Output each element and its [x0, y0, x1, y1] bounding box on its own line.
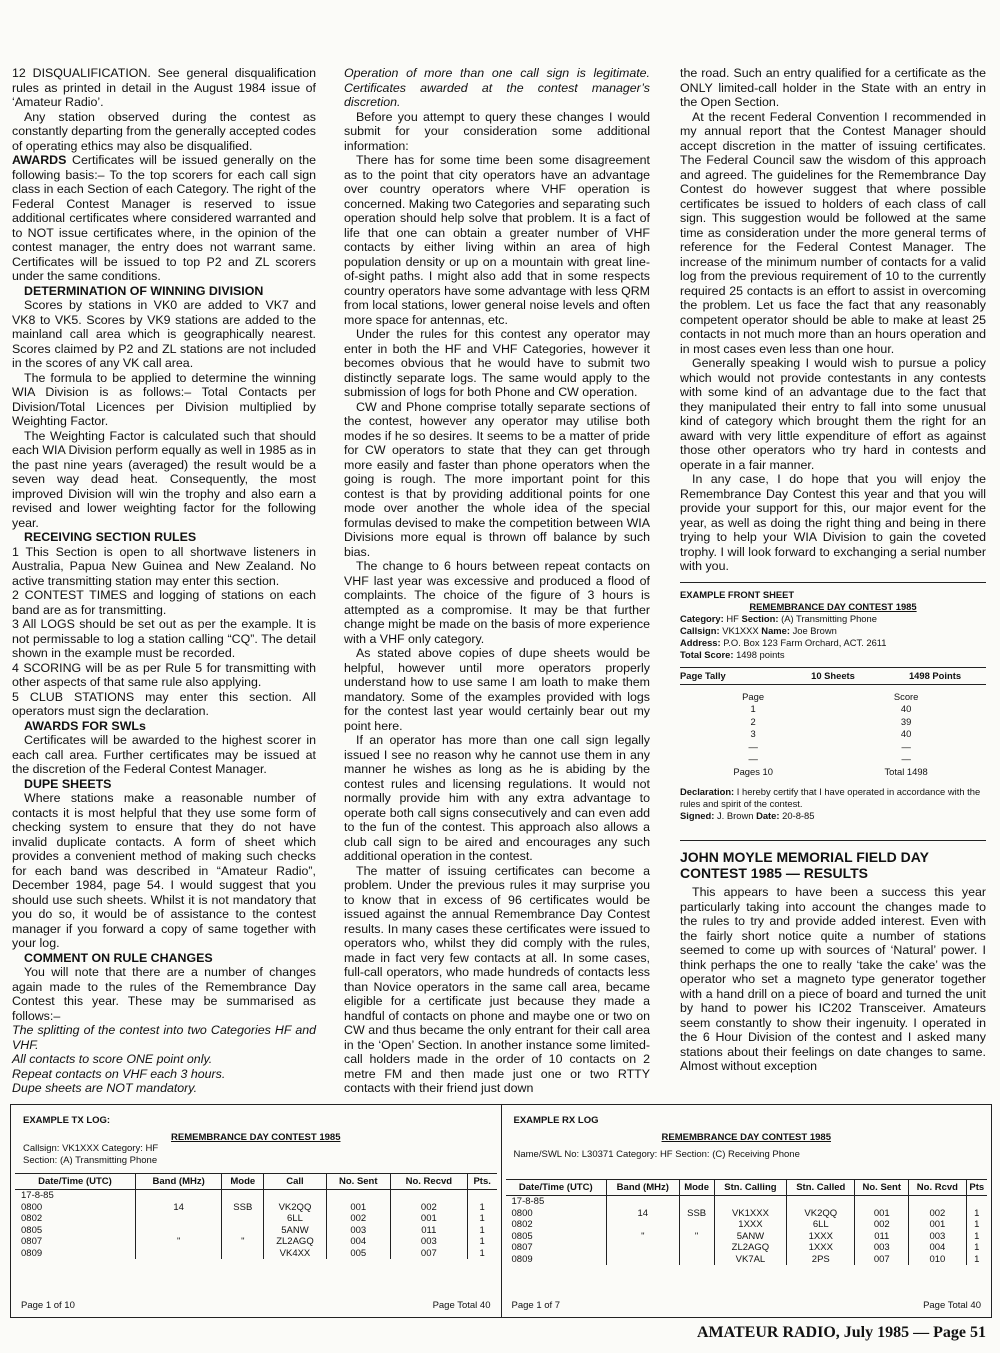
table-row: 0809 VK4XX 005 007 1 — [15, 1248, 497, 1260]
rx-page: Page 1 of 7 — [511, 1300, 561, 1311]
example-front-sheet — [680, 582, 986, 823]
log-column-header: Call — [264, 1174, 326, 1190]
col1-paragraph: Repeat contacts on VHF each 3 hours. — [12, 1066, 226, 1081]
col3-paragraph: Generally speaking I would wish to pursue a policy which would not provide contestants in any contests with some kind of an advantage due to the fact that they manipulated their entry to fall into some unusual kind of category which brought them the right for an award with very little expenditure of effort as against those other operators who try hard in contests and operate in a fair manner. — [680, 356, 986, 472]
john-moyle-body: This appears to have been a success this year particularly taking into account the changes made to the rules to try and provide added interest. Even with the fairly short notice quite a number of stations seemed to come up with sources of ‘Natural’ power. I think perhaps the one to really ‘take the cake’ was the operator who set a magneto type generator together with a hand drill on a piece of board and turned the unit by hand to power his IC202 Transceiver. Amateurs seem constantly to show their ingenuity. I operated in the 6 Hour Division of the contest and I asked many stations about their feelings on date changes to same. Almost without exception — [680, 885, 986, 1073]
col3-paragraph: the road. Such an entry qualified for a certificate as the ONLY limited-call holder in the State with an entry in the Open Section. — [680, 66, 986, 109]
tally-row: 2 39 — [750, 715, 912, 727]
example-logs — [10, 1104, 992, 1318]
page-tally-table — [680, 691, 986, 779]
john-moyle-heading: JOHN MOYLE MEMORIAL FIELD DAY CONTEST 1985 — RESULTS — [680, 840, 986, 881]
front-sheet-contest: REMEMBRANCE DAY CONTEST 1985 — [749, 600, 917, 612]
table-row: 0802 1XXX 6LL 002 001 1 — [506, 1219, 988, 1231]
tx-log-callsign: Callsign: VK1XXX Category: HF — [23, 1143, 159, 1154]
tally-header: Page Score — [742, 690, 919, 702]
rx-log — [501, 1105, 992, 1317]
col2-paragraph: Under the rules for this contest any operator may enter in both the HF and VHF Categories, however it becomes obvious that he would have to submit two distinctly separate logs. The same would apply to the submission of logs for both Phone and CW operation. — [344, 327, 650, 399]
col1-paragraph: 1 This Section is open to all shortwave listeners in Australia, Papua New Guinea and New Zealand. No active transmitting station may enter this section. — [12, 544, 316, 588]
rx-log-contest: REMEMBRANCE DAY CONTEST 1985 — [661, 1132, 831, 1143]
col2-paragraph: If an operator has more than one call sign legally issued I see no reason why he cannot use them in any manner he wishes as long as he is abiding by the contest rules and licensing regulations. It would not normally provide him with any extra advantage to operate both call signs consecutively and can even add to the fun of the contest. This approach also allows a club call sign to be aired and encourages any such additional operation in the contest. — [344, 733, 650, 863]
table-row: 0800 14 SSB VK1XXX VK2QQ 001 002 1 — [506, 1208, 988, 1220]
log-column-header: Stn. Calling — [714, 1180, 786, 1196]
table-row: 0807 " " ZL2AGQ 004 003 1 — [15, 1236, 497, 1248]
col1-paragraph: The splitting of the contest into two Categories HF and VHF. — [12, 1023, 316, 1052]
tally-row: — — — [748, 740, 911, 752]
column-2 — [344, 66, 650, 1096]
col2-paragraph: Operation of more than one call sign is legitimate. Certificates awarded at the contest manager’s discretion. — [344, 66, 650, 109]
table-row: 17-8-85 — [506, 1196, 988, 1208]
log-column-header: Pts. — [467, 1174, 496, 1190]
col2-paragraph: The change to 6 hours between repeat contacts on VHF last year was excessive and produced a flood of complaints. The choice of the figure of 3 hours is attempted as a compromise. It may be that further change might be made on the basis of more experience with a VHF only category. — [344, 559, 650, 646]
col1-paragraph: DUPE SHEETS — [24, 776, 112, 791]
table-row: 0800 14 SSB VK2QQ 001 002 1 — [15, 1202, 497, 1214]
tx-log-table — [15, 1173, 497, 1259]
log-column-header: No. Recvd — [390, 1174, 467, 1190]
col1-paragraph: RECEIVING SECTION RULES — [24, 530, 197, 544]
tx-page-total: Page Total 40 — [432, 1300, 491, 1311]
log-column-header: No. Sent — [326, 1174, 390, 1190]
log-column-header: Pts — [966, 1180, 987, 1196]
rx-log-title: EXAMPLE RX LOG — [513, 1115, 599, 1126]
rx-log-table — [506, 1179, 988, 1265]
col1-paragraph: All contacts to score ONE point only. — [12, 1052, 213, 1066]
col1-paragraph: 5 CLUB STATIONS may enter this section. All operators must sign the declaration. — [12, 689, 316, 718]
col1-paragraph: Certificates will be awarded to the highest scorer in each call area. Further certificates may be issued at the discretion of the Federal Contest Manager. — [12, 733, 316, 776]
col1-paragraph: Dupe sheets are NOT mandatory. — [12, 1081, 198, 1095]
front-sheet-score: Total Score: 1498 points — [680, 648, 785, 660]
log-column-header: Band (MHz) — [135, 1174, 221, 1190]
column-3-text — [680, 66, 986, 574]
table-row: 0805 " " 5ANW 1XXX 011 003 1 — [506, 1231, 988, 1243]
tx-log-contest: REMEMBRANCE DAY CONTEST 1985 — [171, 1132, 341, 1143]
tx-log-title: EXAMPLE TX LOG: — [23, 1115, 111, 1126]
col1-paragraph: The Weighting Factor is calculated such that should each WIA Division perform equally as well in 1985 as in the past nine years (averaged) the result would be a seven way dead heat. Consequently, the most improved Division will win the trophy and also earn a revised and lower weighting factor for the following year. — [12, 428, 316, 530]
col1-paragraph: AWARDS Certificates will be issued generally on the following basis:– To the top scorers for each call sign class in each Section of each Category. The right of the Federal Contest Manager is reserved to issue additional certificates where considered warranted and to NOT issue certificates where, in the opinion of the contest manager, the entry does not warrant same. Certificates will be issued to top P2 and ZL scorers under the same conditions. — [12, 153, 316, 283]
tx-log — [11, 1105, 501, 1317]
col1-paragraph: Where stations make a reasonable number of contacts it is most helpful that they use some form of checking system to ensure that they do not have invalid duplicate contacts. A form of sheet which provides a convenient method of making such checks for each band was described in “Amateur Radio”, December 1984, page 54. I would suggest that you should use such sheets. Whilst it is not mandatory that you do so, it would be of assistance to the contest manager if you forward a copy of same together with your log. — [12, 791, 316, 950]
front-sheet-title: EXAMPLE FRONT SHEET — [680, 588, 795, 600]
col3-paragraph: In any case, I do hope that you will enjoy the Remembrance Day Contest this year and that you will provide your support for this, our major event for the year, as well as doing the right thing and being in there trying to help your WIA Division to gain the coveted trophy. I will look forward to exchanging a serial number with you. — [680, 472, 986, 573]
log-column-header: Stn. Called — [787, 1180, 855, 1196]
log-column-header: Band (MHz) — [607, 1180, 679, 1196]
column-1 — [12, 66, 316, 1096]
col1-paragraph: Any station observed during the contest as constantly departing from the generally accepted codes of operating ethics may also be disqualified. — [12, 109, 316, 153]
col1-paragraph: 2 CONTEST TIMES and logging of stations on each band are as for transmitting. — [12, 588, 316, 617]
tally-row: 1 40 — [750, 703, 912, 714]
log-column-header: No. Rcvd — [909, 1180, 966, 1196]
table-row: 0809 VK7AL 2PS 007 010 1 — [506, 1254, 988, 1266]
page-tally: Page Tally 10 Sheets 1498 Points — [680, 667, 986, 685]
tally-row: 3 40 — [750, 728, 912, 739]
front-sheet-category: Category: HF Section: (A) Transmitting Phone — [680, 612, 877, 624]
tx-log-section: Section: (A) Transmitting Phone — [23, 1155, 158, 1166]
tx-page: Page 1 of 10 — [21, 1300, 75, 1311]
col1-paragraph: You will note that there are a number of changes again made to the rules of the Remembrance Day Contest this year. These may be summarised as follows:– — [12, 965, 316, 1023]
signature: Signed: J. Brown Date: 20-8-85 — [680, 810, 815, 821]
tally-total: Pages 10 Total 1498 — [733, 765, 928, 777]
table-row: 17-8-85 — [15, 1190, 497, 1202]
front-sheet-callsign: Callsign: VK1XXX Name: Joe Brown — [680, 624, 837, 636]
table-row: 0802 6LL 002 001 1 — [15, 1213, 497, 1225]
table-row: 0807 ZL2AGQ 1XXX 003 004 1 — [506, 1242, 988, 1254]
table-row: 0805 5ANW 003 011 1 — [15, 1225, 497, 1237]
declaration: Declaration: I hereby certify that I have operated in accordance with the rules and spirit of the contest. — [680, 786, 981, 809]
rx-log-info: Name/SWL No: L30371 Category: HF Section: (C) Receiving Phone — [513, 1149, 800, 1160]
col1-paragraph: COMMENT ON RULE CHANGES — [24, 950, 213, 965]
col2-paragraph: CW and Phone comprise totally separate sections of the contest, however any operator may utilise both modes if he so desires. It seems to be a matter of pride for CW operators to state that they can get through more easily and faster than phone operators when the going is rough. The more important point for this contest is that by providing additional points for one mode over another the whole idea of the special formulas devised to make the competition between WIA Divisions more equal is thrown off balance by such bias. — [344, 399, 650, 559]
col3-paragraph: At the recent Federal Convention I recommended in my annual report that the Contest Manager should accept discretion in the matter of issuing certificates. The Federal Council saw the wisdom of this approach and agreed. The guidelines for the Remembrance Day Contest do however suggest that where possible certificates be issued to holders of each class of call sign. This suggestion would be followed at the same time as consideration under the more general terms of reference for the Federal Contest Manager. The increase of the minimum number of contacts for a valid log from the previous requirement of 10 to the currently required 25 contacts is an effort to assist in overcoming the problem. Let us face the fact that any reasonably competent operator should be able to make at least 25 contacts in not much more than an hours operation and in most cases even less than one hour. — [680, 109, 986, 356]
col1-paragraph: 4 SCORING will be as per Rule 5 for transmitting with other aspects of that same rule also applying. — [12, 660, 316, 689]
col2-paragraph: As stated above copies of dupe sheets would be helpful, however until more operators properly understand how to use same I am loath to make them mandatory. Some of the examples provided with logs for the contest last year would certainly bear out my point here. — [344, 646, 650, 733]
log-column-header: Date/Time (UTC) — [506, 1180, 607, 1196]
tally-row: — — — [748, 753, 911, 764]
col1-paragraph: Scores by stations in VK0 are added to VK7 and VK8 to VK5. Scores by VK9 stations are added to the mainland call area which is geographically nearest. Scores claimed by P2 and ZL stations are not included in the scores of any VK call area. — [12, 298, 316, 370]
log-column-header: Mode — [222, 1174, 264, 1190]
log-column-header: No. Sent — [855, 1180, 909, 1196]
rx-page-total: Page Total 40 — [923, 1300, 981, 1311]
page-footer: AMATEUR RADIO, July 1985 — Page 51 — [696, 1324, 986, 1341]
col2-paragraph: There has for some time been some disagreement as to the point that city operators have an advantage over country operators where VHF operation is concerned. Making two Categories and separating such operation should help solve that problem. It is a fact of life that one can obtain a greater number of VHF contacts by either living within an area of high population density or up on a mountain with great line-of-sight paths. I might also add that in some respects country operators have some advantage with less QRM from local stations, lower general noise levels and often more space for antennas, etc. — [344, 153, 650, 327]
log-column-header: Mode — [679, 1180, 714, 1196]
front-sheet-address: Address: P.O. Box 123 Farm Orchard, ACT. 2611 — [680, 636, 887, 648]
col2-paragraph: Before you attempt to query these changes I would submit for your consideration some additional information: — [344, 109, 650, 153]
col1-paragraph: 3 All LOGS should be set out as per the example. It is not permissable to log a station calling “CQ”. The detail shown in the example must be recorded. — [12, 617, 316, 660]
col1-paragraph: 12 DISQUALIFICATION. See general disqualification rules as printed in detail in the August 1984 issue of ‘Amateur Radio’. — [12, 66, 316, 109]
log-column-header: Date/Time (UTC) — [15, 1174, 135, 1190]
col1-paragraph: AWARDS FOR SWLs — [24, 718, 146, 733]
col1-paragraph: The formula to be applied to determine the winning WIA Division is as follows:– Total Contacts per Division/Total Licences per Division multiplied by Weighting Factor. — [12, 370, 316, 428]
column-3 — [680, 66, 986, 1074]
col2-paragraph: The matter of issuing certificates can become a problem. Under the previous rules it may surprise you to know that in excess of 96 certificates would be issued against the annual Remembrance Day Contest results. In many cases these certificates were issued to operators who, whilst they did comply with the rules, made in fact very few contacts at all. In some cases, full-call operators, who made hundreds of contacts less than Novice operators in the same call area, became eligible for a certificate just because they made a handful of contacts on phone and maybe one or two on CW and thus became the only entrant for their call area in the ‘Open’ Section. In another instance some limited-call holders made in the order of 10 contacts on 2 metre FM and then made just one or two RTTY contacts with their friend just down — [344, 863, 650, 1095]
col1-paragraph: DETERMINATION OF WINNING DIVISION — [24, 283, 264, 298]
